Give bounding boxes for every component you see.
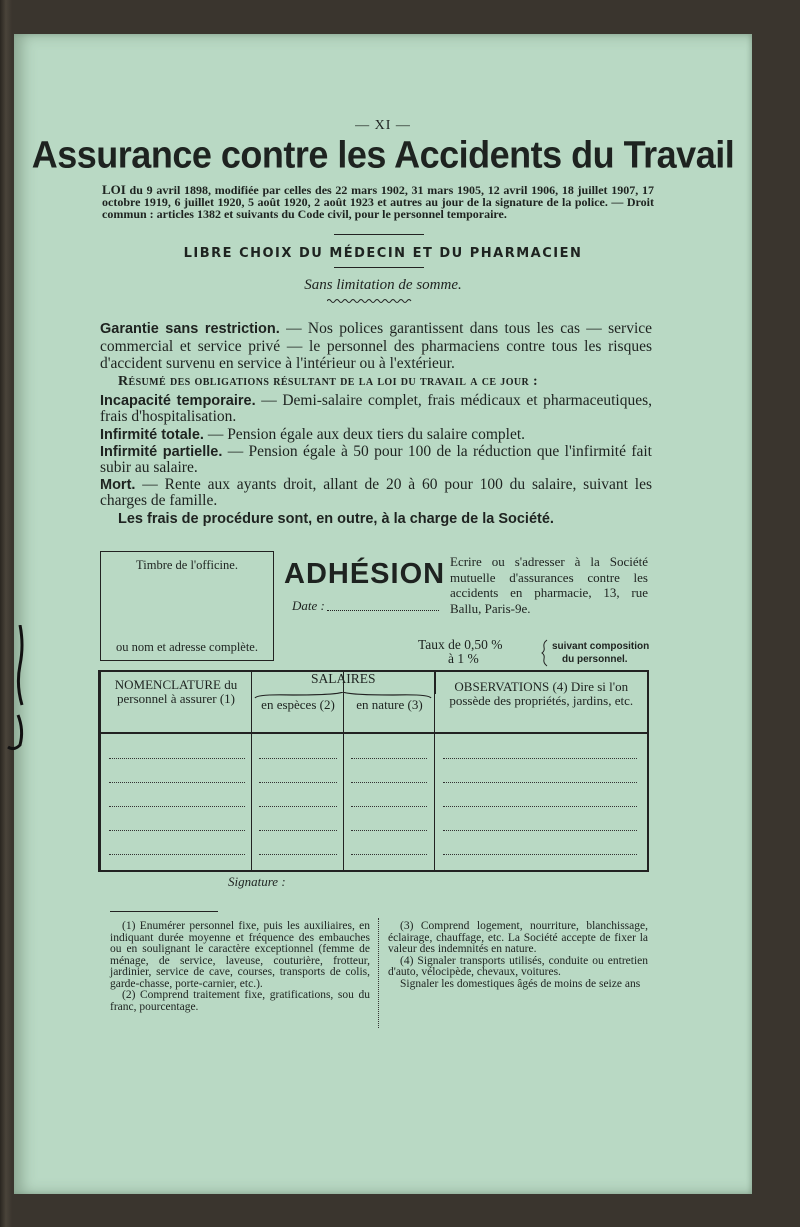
garantie-text: — Nos polices garantissent dans tous les cas — service commercial et service privé — le personnel des pharmaciens contre tous les risques d'accident survenu en service à l'intérieur ou à l'extérieur. [100,320,653,372]
obligation-item: Incapacité temporaire. — Demi-salaire complet, frais médicaux et pharmaceutiques, frais d'hospitalisation. [100,392,652,425]
col-nature: en nature (3) [356,697,423,712]
footnote: (2) Comprend traitement fixe, gratifications, sou du franc, pourcentage. [110,989,370,1013]
col-salaires: SALAIRES [252,672,436,694]
table-row[interactable] [109,806,245,807]
timbre-box[interactable] [100,551,274,661]
table-row[interactable] [109,854,245,855]
composition-note: suivant composition du personnel. [552,641,650,665]
law-text: du 9 avril 1898, modifiée par celles des 22 mars 1902, 31 mars 1905, 12 avril 1906, 18 juillet 1907, 17 octobre 1919, 6 juillet 1920, 5 août 1920, 2 août 1923 et autres au jour de la signature de la police. — Droit commun : articles 1382 et suivants du Code civil, pour le personnel temporaire. [102,183,654,221]
date-field[interactable] [327,610,439,611]
footnote-separator [378,918,379,1028]
obligation-item: Mort. — Rente aux ayants droit, allant de 20 à 60 pour 100 du salaire, suivant les charges de famille. [100,476,652,509]
table-row[interactable] [109,830,245,831]
divider [334,267,424,268]
sans-limitation: Sans limitation de somme. [304,277,462,293]
document-page [14,34,752,1194]
footnotes-left [110,921,370,1013]
divider [334,234,424,235]
law-lead: LOI [102,182,126,197]
libre-choix-heading: LIBRE CHOIX DU MÉDECIN ET DU PHARMACIEN [183,246,583,261]
timbre-address-label: ou nom et adresse complète. [116,640,258,654]
footnotes-right [388,921,648,990]
footnote: (3) Comprend logement, nourriture, blanchissage, éclairage, chauffage, etc. La Société accepte de fixer la valeur des indemnités en nature. [388,920,648,955]
obligation-item: Infirmité totale. — Pension égale aux deux tiers du salaire complet. [100,426,526,443]
resume-heading: Résumé des obligations résultant de la loi du travail a ce jour : [118,374,539,389]
taux-rate: Taux de 0,50 % à 1 % [418,637,503,666]
obligation-item: Infirmité partielle. — Pension égale à 50 pour 100 de la réduction que l'infirmité fait subir au salaire. [100,443,652,476]
brace-icon [253,692,433,700]
col-nomenclature: NOMENCLATURE du personnel à assurer (1) [101,672,252,712]
table-row[interactable] [109,782,245,783]
timbre-label: Timbre de l'officine. [136,558,238,572]
law-reference [102,184,654,220]
wave-ornament [327,298,413,304]
footnote: (4) Signaler transports utilisés, conduite ou entretien d'auto, vélocipède, chevaux, voitures. [388,954,648,978]
col-observations: OBSERVATIONS (4) Dire si l'on possède des propriétés, jardins, etc. [449,679,634,708]
binding-string [0,625,28,755]
page-title: Assurance contre les Accidents du Travail [31,132,735,176]
garantie-label: Garantie sans restriction. [100,321,280,337]
footnote: (1) Enumérer personnel fixe, puis les auxiliaires, en indiquant durée moyenne et fréquence des embauches ou en soulignant le caractère exceptionnel (femme de ménage, de service, laveuse, couturière, frotteur, jardinier, service de cave, courses, transports de colis, garde-chasse, porte-carnier, etc.). [110,920,370,990]
col-especes: en espèces (2) [261,697,335,712]
contact-address: Ecrire ou s'adresser à la Société mutuelle d'assurances contre les accidents en pharmacie, 13, rue Ballu, Paris-9e. [450,554,648,616]
page-number: — XI — [355,118,411,133]
table-row[interactable] [109,758,245,759]
personnel-table [98,670,649,872]
date-label: Date : [292,598,325,613]
signature-label: Signature : [228,874,286,889]
adhesion-heading: ADHÉSION [284,558,446,590]
garantie-paragraph [100,320,652,372]
frais-statement: Les frais de procédure sont, en outre, à la charge de la Société. [118,511,554,527]
footnote: Signaler les domestiques âgés de moins de seize ans [400,977,641,990]
brace-icon [540,639,550,667]
footnote-divider [110,911,218,912]
